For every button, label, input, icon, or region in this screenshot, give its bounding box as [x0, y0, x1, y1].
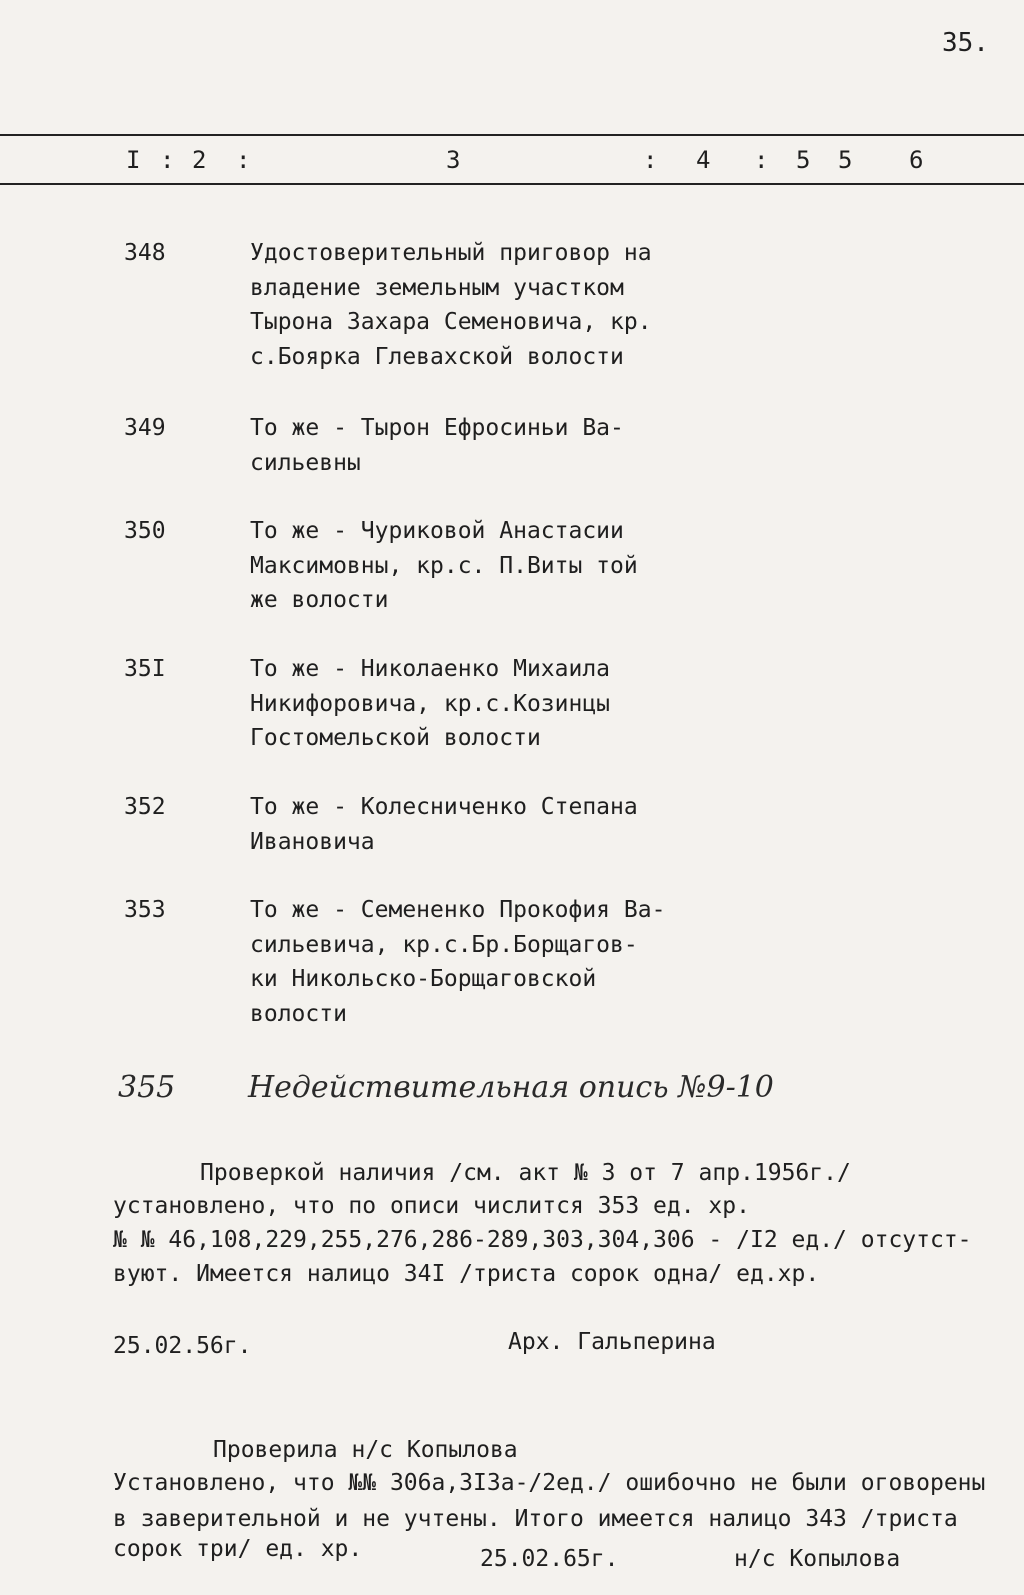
- column-header: 6: [909, 146, 924, 174]
- entry-line: То же - Чуриковой Анастасии: [250, 518, 624, 544]
- second-check-line: Проверила н/с Копылова: [213, 1437, 518, 1463]
- entry-text: [250, 790, 710, 859]
- column-header: 5: [796, 146, 811, 174]
- column-separator: :: [643, 146, 658, 174]
- entry-line: владение земельным участком: [250, 274, 624, 301]
- page-number: 35.: [942, 28, 989, 58]
- entry-text: [250, 514, 710, 618]
- entry-line: ки Никольско-Борщаговской: [250, 966, 597, 992]
- entry-text: [250, 893, 710, 1031]
- second-check-line: сорок три/ ед. хр.: [113, 1536, 363, 1562]
- column-header: 2: [192, 146, 207, 174]
- verification-line: вуют. Имеется налицо 34I /триста сорок одна/ ед.хр.: [113, 1261, 820, 1287]
- column-header: 3: [446, 146, 461, 174]
- entry-number: 350: [124, 518, 166, 544]
- entry-line: То же - Тырон Ефросиньи Ва-: [250, 415, 624, 441]
- table-rule-bottom: [0, 183, 1024, 185]
- column-header: 5: [838, 146, 853, 174]
- entry-text: [250, 236, 710, 374]
- verification-line: № № 46,108,229,255,276,286-289,303,304,306 - /I2 ед./ отсутст-: [113, 1227, 972, 1253]
- second-check-line: Установлено, что №№ 306а,3I3а-/2ед./ ошибочно не были оговорены: [113, 1470, 986, 1496]
- handwritten-note: Недействительная опись №9-10: [248, 1070, 774, 1105]
- entry-text: [250, 652, 710, 756]
- entry-line: сильевны: [250, 449, 361, 476]
- entry-line: же волости: [250, 587, 389, 613]
- table-rule-top: [0, 134, 1024, 136]
- entry-line: Гостомельской волости: [250, 725, 541, 751]
- entry-line: Тырона Захара Семеновича, кр.: [250, 309, 652, 335]
- column-separator: :: [236, 146, 251, 174]
- handwritten-note-number: 355: [118, 1070, 176, 1105]
- column-separator: :: [754, 146, 769, 174]
- entry-text: [250, 411, 710, 480]
- second-check-signature: н/с Копылова: [734, 1546, 901, 1572]
- verification-date: 25.02.56г.: [113, 1333, 252, 1359]
- column-separator: :: [160, 146, 175, 174]
- column-header: I: [126, 146, 141, 174]
- entry-line: сильевича, кр.с.Бр.Борщагов-: [250, 931, 638, 958]
- column-header: 4: [696, 146, 711, 174]
- entry-number: 35I: [124, 656, 166, 682]
- entry-number: 348: [124, 240, 166, 266]
- verification-line: Проверкой наличия /см. акт № 3 от 7 апр.1956г./: [200, 1160, 851, 1186]
- entry-number: 352: [124, 794, 166, 820]
- entry-line: Удостоверительный приговор на: [250, 240, 652, 266]
- verification-signature: Арх. Гальперина: [508, 1329, 716, 1355]
- verification-line: установлено, что по описи числится 353 ед. хр.: [113, 1193, 750, 1219]
- second-check-date: 25.02.65г.: [480, 1546, 619, 1572]
- second-check-line: в заверительной и не учтены. Итого имеется налицо 343 /триста: [113, 1506, 958, 1532]
- entry-line: То же - Николаенко Михаила: [250, 656, 611, 682]
- entry-line: Ивановича: [250, 828, 375, 855]
- entry-line: Никифоровича, кр.с.Козинцы: [250, 690, 611, 717]
- entry-line: То же - Колесниченко Степана: [250, 794, 638, 820]
- entry-number: 353: [124, 897, 166, 923]
- entry-number: 349: [124, 415, 166, 441]
- entry-line: То же - Семененко Прокофия Ва-: [250, 897, 666, 923]
- entry-line: волости: [250, 1000, 347, 1027]
- entry-line: с.Боярка Глевахской волости: [250, 343, 624, 370]
- entry-line: Максимовны, кр.с. П.Виты той: [250, 552, 638, 579]
